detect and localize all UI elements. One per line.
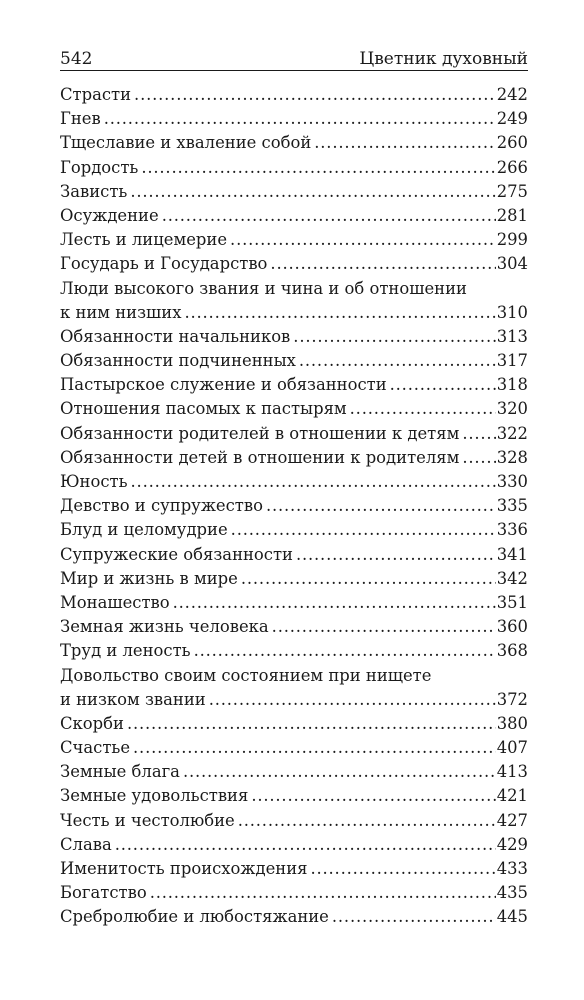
toc-entry: [60, 736, 528, 760]
toc-entry-page: 266: [496, 157, 528, 177]
toc-entry-page: 318: [496, 375, 528, 395]
toc-entry-title: Монашество: [60, 592, 170, 612]
dot-leader: [350, 397, 496, 421]
toc-entry: [60, 107, 528, 131]
toc-entry-row: [60, 349, 528, 373]
toc-entry-page: 421: [496, 786, 528, 806]
dot-leader: [115, 833, 496, 857]
dot-leader: [241, 567, 496, 591]
toc-entry-row: [60, 881, 528, 905]
toc-entry-row: [60, 180, 528, 204]
dot-leader: [150, 881, 496, 905]
toc-entry-title: Супружеские обязанности: [60, 544, 293, 564]
toc-entry: [60, 591, 528, 615]
toc-entry-page: 368: [496, 641, 528, 661]
toc-entry: [60, 664, 528, 712]
dot-leader: [293, 325, 495, 349]
toc-entry-row: [60, 373, 528, 397]
toc-entry: [60, 567, 528, 591]
toc-entry-row: [60, 833, 528, 857]
toc-entry-page: 336: [496, 520, 528, 540]
toc-entry: [60, 156, 528, 180]
toc-entry-row: [60, 784, 528, 808]
toc-entry-row: [60, 567, 528, 591]
toc-entry-page: 435: [496, 883, 528, 903]
toc-entry-row: [60, 688, 528, 712]
toc-entry-row: [60, 809, 528, 833]
toc-entry-title: Именитость происхождения: [60, 859, 308, 879]
toc-entry: [60, 228, 528, 252]
toc-entry-page: 445: [496, 907, 528, 927]
dot-leader: [251, 784, 495, 808]
toc-entry-row: [60, 857, 528, 881]
toc-entry-page: 310: [496, 302, 528, 322]
toc-entry: [60, 83, 528, 107]
dot-leader: [141, 156, 495, 180]
toc-entry: [60, 518, 528, 542]
toc-entry-title: Обязанности подчиненных: [60, 351, 296, 371]
dot-leader: [162, 204, 496, 228]
toc-entry-row: [60, 736, 528, 760]
toc-entry: [60, 784, 528, 808]
toc-entry-page: 242: [496, 85, 528, 104]
dot-leader: [314, 131, 495, 155]
toc-entry-title: Обязанности начальников: [60, 326, 291, 346]
dot-leader: [332, 905, 496, 929]
toc-entry-page: 313: [496, 326, 528, 346]
toc-entry-title: Слава: [60, 834, 112, 854]
toc-entry: [60, 373, 528, 397]
toc-entry-title: Зависть: [60, 181, 128, 201]
toc-entry-row: [60, 422, 528, 446]
toc-entry-page: 260: [496, 133, 528, 153]
toc-entry: [60, 180, 528, 204]
dot-leader: [390, 373, 496, 397]
dot-leader: [134, 83, 496, 107]
dot-leader: [266, 494, 496, 518]
header-rule: [60, 70, 528, 71]
toc-entry-row: [60, 591, 528, 615]
toc-entry-page: 342: [496, 568, 528, 588]
toc-entry-row: [60, 156, 528, 180]
toc-entry-page: 304: [496, 254, 528, 274]
toc-entry-title: Гордость: [60, 157, 139, 177]
dot-leader: [104, 107, 496, 131]
dot-leader: [194, 639, 496, 663]
toc-entry-row: [60, 518, 528, 542]
dot-leader: [230, 228, 496, 252]
toc-entry: [60, 277, 528, 325]
toc-entry: [60, 204, 528, 228]
toc-entry-page: 330: [496, 472, 528, 492]
toc-entry: [60, 252, 528, 276]
toc-entry-title: Труд и леность: [60, 641, 191, 661]
toc-entry-row: [60, 712, 528, 736]
dot-leader: [133, 736, 496, 760]
dot-leader: [130, 180, 495, 204]
toc-entry-row: [60, 83, 528, 107]
toc-entry-page: 351: [496, 592, 528, 612]
toc-entry-title: Тщеславие и хваление собой: [60, 133, 312, 153]
toc-entry-row: [60, 325, 528, 349]
dot-leader: [462, 446, 495, 470]
dot-leader: [231, 518, 496, 542]
dot-leader: [270, 252, 495, 276]
toc-entry-row: [60, 494, 528, 518]
toc-entry-row: [60, 131, 528, 155]
toc-entry: [60, 494, 528, 518]
toc-entry-page: 413: [496, 762, 528, 782]
toc-entry-title: Богатство: [60, 883, 147, 903]
dot-leader: [184, 301, 495, 325]
toc-entry-row: [60, 107, 528, 131]
toc-entry-page: 380: [496, 713, 528, 733]
toc-entry-title: Люди высокого звания и чина и об отношении: [60, 278, 467, 298]
toc-entry-row: [60, 204, 528, 228]
toc-entry-page: 249: [496, 109, 528, 129]
dot-leader: [462, 422, 495, 446]
toc-entry: [60, 397, 528, 421]
toc-entry: [60, 639, 528, 663]
toc-entry-title-continued: и низком звании: [60, 689, 206, 709]
toc-entry-title: Страсти: [60, 85, 132, 104]
toc-entry-row: [60, 760, 528, 784]
dot-leader: [183, 760, 496, 784]
toc-entry-title: Земная жизнь человека: [60, 617, 269, 637]
toc-entry-row: [60, 470, 528, 494]
toc-entry-title: Осуждение: [60, 205, 159, 225]
toc-entry: [60, 470, 528, 494]
toc-entry: [60, 857, 528, 881]
toc-entry-title: Обязанности детей в отношении к родителям: [60, 447, 460, 467]
toc-entry-page: 328: [496, 447, 528, 467]
dot-leader: [310, 857, 495, 881]
toc-entry-page: 360: [496, 617, 528, 637]
toc-entry-title: Земные блага: [60, 762, 180, 782]
toc-entry: [60, 760, 528, 784]
toc-entry-row: [60, 252, 528, 276]
dot-leader: [127, 712, 496, 736]
dot-leader: [238, 809, 496, 833]
toc-entry-row: [60, 397, 528, 421]
dot-leader: [209, 688, 496, 712]
toc-entry-title-continued: к ним низших: [60, 302, 182, 322]
toc-entry-page: 429: [496, 834, 528, 854]
toc-entry-title: Гнев: [60, 109, 101, 129]
dot-leader: [299, 349, 496, 373]
toc-entry-page: 317: [496, 351, 528, 371]
toc-entry: [60, 615, 528, 639]
toc-entry: [60, 131, 528, 155]
toc-entry-page: 372: [496, 689, 528, 709]
toc-entry: [60, 349, 528, 373]
toc-entry: [60, 905, 528, 929]
toc-entry: [60, 325, 528, 349]
toc-entry-title: Пастырское служение и обязанности: [60, 375, 387, 395]
toc-entry-title: Блуд и целомудрие: [60, 520, 228, 540]
dot-leader: [272, 615, 496, 639]
toc-entry-page: 407: [496, 738, 528, 758]
running-title: Цветник духовный: [359, 49, 528, 69]
toc-entry-title: Мир и жизнь в мире: [60, 568, 238, 588]
toc-entry-title: Земные удовольствия: [60, 786, 249, 806]
toc-entry-title: Счастье: [60, 738, 131, 758]
toc-entry: [60, 422, 528, 446]
toc-entry-row: [60, 301, 528, 325]
toc-entry-page: 427: [496, 810, 528, 830]
toc-entry-page: 341: [496, 544, 528, 564]
page-number: 542: [60, 49, 93, 69]
toc-entry-title: Государь и Государство: [60, 254, 268, 274]
toc-entry-page: 281: [496, 205, 528, 225]
toc-entry-title: Обязанности родителей в отношении к детям: [60, 423, 460, 443]
toc-entry: [60, 446, 528, 470]
toc-entry-row: [60, 228, 528, 252]
toc-entry: [60, 543, 528, 567]
toc-entry: [60, 712, 528, 736]
dot-leader: [296, 543, 496, 567]
toc-entry-row: [60, 639, 528, 663]
toc-entry: [60, 809, 528, 833]
toc-entry-page: 299: [496, 230, 528, 250]
dot-leader: [173, 591, 496, 615]
toc-entry-row: [60, 543, 528, 567]
toc-entry-title: Сребролюбие и любостяжание: [60, 907, 329, 927]
toc-entry: [60, 881, 528, 905]
toc-entry-page: 433: [496, 859, 528, 879]
toc-entry: [60, 833, 528, 857]
toc-entry-title: Юность: [60, 472, 128, 492]
toc-entry-title: Лесть и лицемерие: [60, 230, 228, 250]
toc-entry-title: Честь и честолюбие: [60, 810, 235, 830]
toc-entry-row: [60, 615, 528, 639]
toc-entry-page: 320: [496, 399, 528, 419]
toc-entry-row: [60, 905, 528, 929]
toc-entry-page: 322: [496, 423, 528, 443]
dot-leader: [131, 470, 496, 494]
toc-entry-page: 275: [496, 181, 528, 201]
toc-entry-title: Довольство своим состоянием при нищете: [60, 665, 432, 685]
toc-entry-row: [60, 446, 528, 470]
toc-entry-title: Скорби: [60, 713, 124, 733]
running-header: [60, 44, 528, 70]
toc-entry-title: Отношения пасомых к пастырям: [60, 399, 347, 419]
toc-entry-title: Девство и супружество: [60, 496, 263, 516]
toc-entry-page: 335: [496, 496, 528, 516]
table-of-contents: [60, 83, 528, 930]
